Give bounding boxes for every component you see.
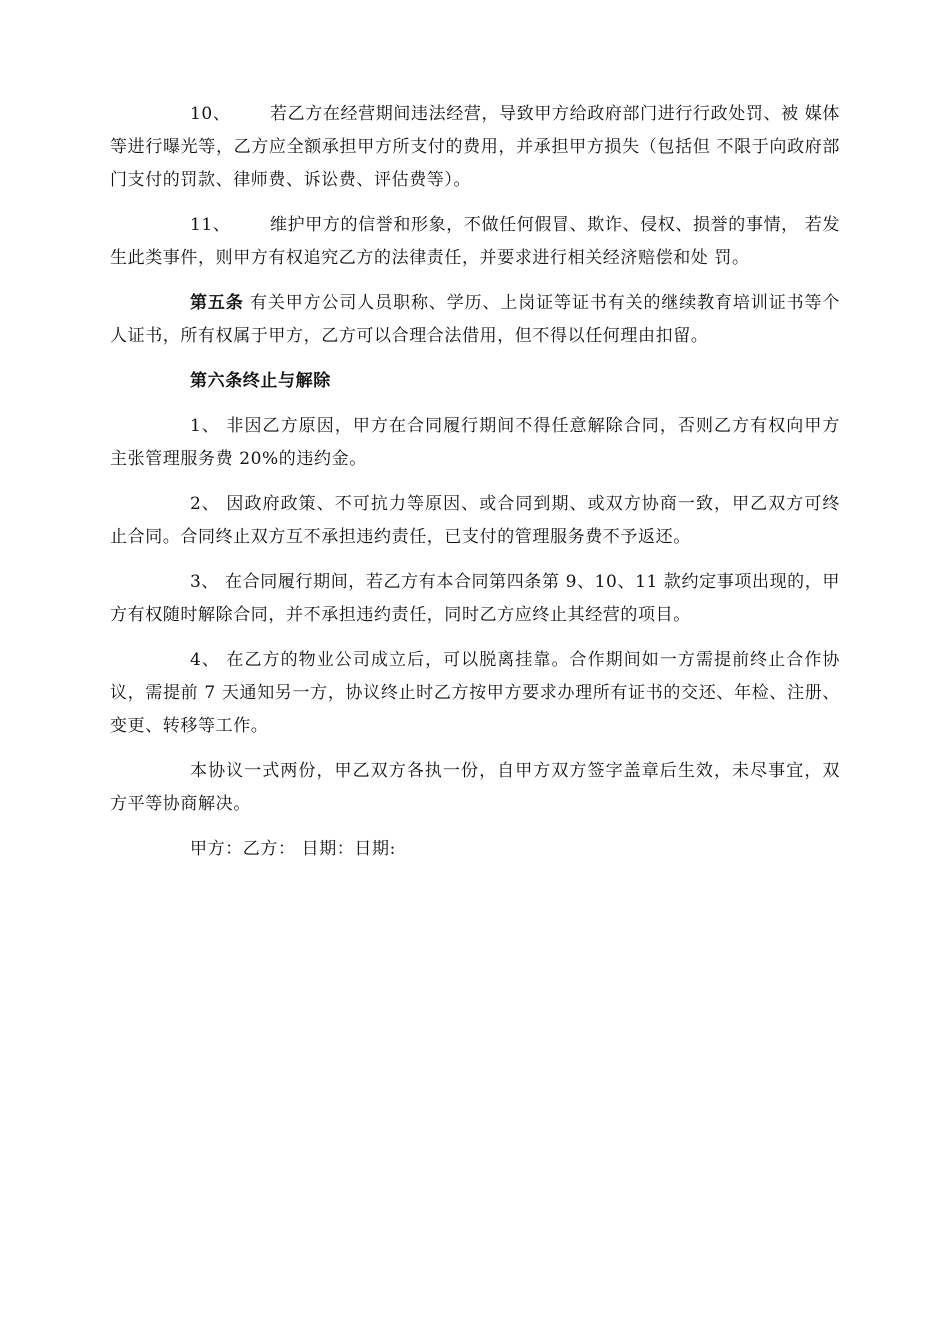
- clause6-item-1: 1、 非因乙方原因，甲方在合同履行期间不得任意解除合同，否则乙方有权向甲方主张管理服务费 20%的违约金。: [110, 416, 840, 469]
- clause4-item10: [110, 98, 840, 197]
- clause6-item-3: 3、 在合同履行期间，若乙方有本合同第四条第 9、10、11 款约定事项出现的，甲方有权随时解除合同，并不承担违约责任，同时乙方应终止其经营的项目。: [110, 572, 840, 625]
- clause6-item-2: 2、 因政府政策、不可抗力等原因、或合同到期、或双方协商一致，甲乙双方可终止合同。合同终止双方互不承担违约责任，已支付的管理服务费不予返还。: [110, 494, 840, 547]
- document-body: [110, 98, 840, 866]
- clause6-item-4: 4、 在乙方的物业公司成立后，可以脱离挂靠。合作期间如一方需提前终止合作协议，需提前 7 天通知另一方，协议终止时乙方按甲方要求办理所有证书的交还、年检、注册、变更、转移等工作。: [110, 650, 840, 736]
- item-text: 若乙方在经营期间违法经营，导致甲方给政府部门进行行政处罚、被 媒体等进行曝光等，乙方应全额承担甲方所支付的费用，并承担甲方损失（包括但 不限于向政府部门支付的罚款、律师费、诉讼费、评估费等）。: [110, 104, 840, 190]
- clause6-heading: 第六条终止与解除: [190, 371, 331, 391]
- clause5: [110, 287, 840, 353]
- item-text: 维护甲方的信誉和形象，不做任何假冒、欺诈、侵权、损誉的事情， 若发生此类事件，则甲方有权追究乙方的法律责任，并要求进行相关经济赔偿和处 罚。: [110, 215, 840, 268]
- closing-paragraph: 本协议一式两份，甲乙双方各执一份，自甲方双方签字盖章后生效，未尽事宜，双方平等协商解决。: [110, 761, 840, 814]
- clause4-item11: [110, 209, 840, 275]
- item-number: 10、: [190, 104, 231, 124]
- item-number: 11、: [190, 215, 231, 235]
- clause-text: 有关甲方公司人员职称、学历、上岗证等证书有关的继续教育培训证书等个人证书，所有权属于甲方，乙方可以合理合法借用，但不得以任何理由扣留。: [110, 293, 840, 346]
- signature-line: 甲方：乙方： 日期：日期:: [190, 839, 396, 859]
- clause-label: 第五条: [190, 293, 244, 313]
